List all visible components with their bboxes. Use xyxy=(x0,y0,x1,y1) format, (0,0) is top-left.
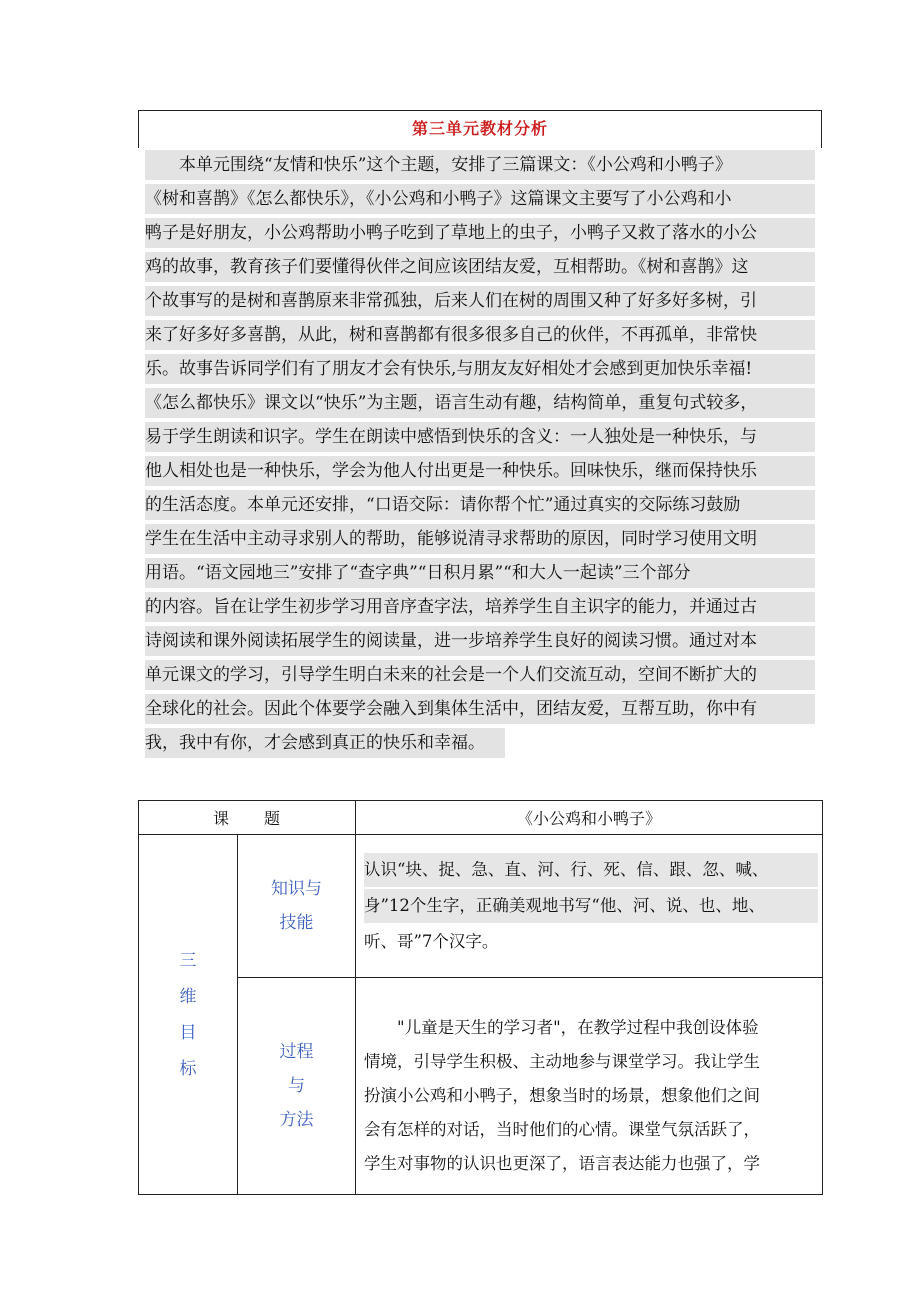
process-label-line: 过程 xyxy=(279,1042,314,1062)
intro-line: 学生在生活中主动寻求别人的帮助，能够说清寻求帮助的原因，同时学习使用文明 xyxy=(145,524,815,554)
knowledge-label-line: 知识与 xyxy=(271,879,322,899)
knowledge-line: 听、哥”7个汉字。 xyxy=(364,932,499,951)
process-row xyxy=(139,978,823,1195)
topic-label-char: 课 xyxy=(212,809,230,828)
goals-label-char: 目 xyxy=(179,1022,197,1043)
topic-value: 《小公鸡和小鸭子》 xyxy=(356,801,823,835)
intro-line: 易于学生朗读和识字。学生在朗读中感悟到快乐的含义：一人独处是一种快乐，与 xyxy=(145,422,815,452)
knowledge-label-line: 技能 xyxy=(279,913,314,933)
process-line: 情境，引导学生积极、主动地参与课堂学习。我让学生 xyxy=(364,1052,760,1071)
intro-paragraph xyxy=(145,150,815,762)
intro-line: 鸭子是好朋友，小公鸡帮助小鸭子吃到了草地上的虫子，小鸭子又救了落水的小公 xyxy=(145,218,815,248)
intro-line: 《怎么都快乐》课文以“快乐”为主题，语言生动有趣，结构简单，重复句式较多， xyxy=(145,388,815,418)
intro-line: 全球化的社会。因此个体要学会融入到集体生活中，团结友爱，互帮互助，你中有 xyxy=(145,694,815,724)
topic-label-cell xyxy=(139,801,356,835)
process-line: 学生对事物的认识也更深了，语言表达能力也强了，学 xyxy=(364,1154,760,1173)
topic-row xyxy=(139,801,823,835)
process-label-line: 与 xyxy=(288,1076,305,1096)
process-label-line: 方法 xyxy=(279,1110,314,1130)
intro-line: 本单元围绕“友情和快乐”这个主题，安排了三篇课文：《小公鸡和小鸭子》 xyxy=(145,150,815,180)
intro-line: 的生活态度。本单元还安排，“口语交际：请你帮个忙”通过真实的交际练习鼓励 xyxy=(145,490,815,520)
frame-right-border xyxy=(821,110,822,148)
frame-top-border xyxy=(138,110,822,111)
topic-label-char: 题 xyxy=(264,809,282,828)
intro-line: 用语。“语文园地三”安排了“查字典”“日积月累”“和大人一起读”三个部分 xyxy=(145,558,815,588)
intro-line: 个故事写的是树和喜鹊原来非常孤独，后来人们在树的周围又种了好多好多树，引 xyxy=(145,286,815,316)
process-line: "儿童是天生的学习者"，在教学过程中我创设体验 xyxy=(364,1018,759,1037)
knowledge-row xyxy=(139,835,823,978)
intro-line: 乐。故事告诉同学们有了朋友才会有快乐,与朋友友好相处才会感到更加快乐幸福! xyxy=(145,354,815,384)
process-line: 扮演小公鸡和小鸭子，想象当时的场景，想象他们之间 xyxy=(364,1086,760,1105)
goals-label-char: 标 xyxy=(179,1058,197,1079)
process-methods-content xyxy=(356,978,823,1195)
intro-line: 他人相处也是一种快乐，学会为他人付出更是一种快乐。回味快乐，继而保持快乐 xyxy=(145,456,815,486)
knowledge-line: 认识“块、捉、急、直、河、行、死、信、跟、忽、喊、 xyxy=(364,853,818,887)
intro-line: 单元课文的学习，引导学生明白未来的社会是一个人们交流互动，空间不断扩大的 xyxy=(145,660,815,690)
intro-line: 鸡的故事，教育孩子们要懂得伙伴之间应该团结友爱，互相帮助。《树和喜鹊》这 xyxy=(145,252,815,282)
page-title: 第三单元教材分析 xyxy=(411,119,548,138)
intro-line: 诗阅读和课外阅读拓展学生的阅读量，进一步培养学生良好的阅读习惯。通过对本 xyxy=(145,626,815,656)
goals-label-char: 维 xyxy=(179,986,197,1007)
process-methods-label xyxy=(238,978,356,1195)
knowledge-line: 身”12个生字，正确美观地书写“他、河、说、也、地、 xyxy=(364,889,818,923)
process-line: 会有怎样的对话，当时他们的心情。课堂气氛活跃了， xyxy=(364,1120,760,1139)
intro-line: 我，我中有你，才会感到真正的快乐和幸福。 xyxy=(145,728,505,758)
intro-line: 《树和喜鹊》《怎么都快乐》，《小公鸡和小鸭子》这篇课文主要写了小公鸡和小 xyxy=(145,184,815,214)
intro-line: 来了好多好多喜鹊，从此，树和喜鹊都有很多很多自己的伙伴，不再孤单，非常快 xyxy=(145,320,815,350)
goals-label-char: 三 xyxy=(179,950,197,971)
knowledge-skills-content xyxy=(356,835,823,978)
three-dimension-goals-label xyxy=(139,835,238,1195)
intro-line: 的内容。旨在让学生初步学习用音序查字法，培养学生自主识字的能力，并通过古 xyxy=(145,592,815,622)
lesson-plan-table xyxy=(138,800,823,1195)
knowledge-skills-label xyxy=(238,835,356,978)
